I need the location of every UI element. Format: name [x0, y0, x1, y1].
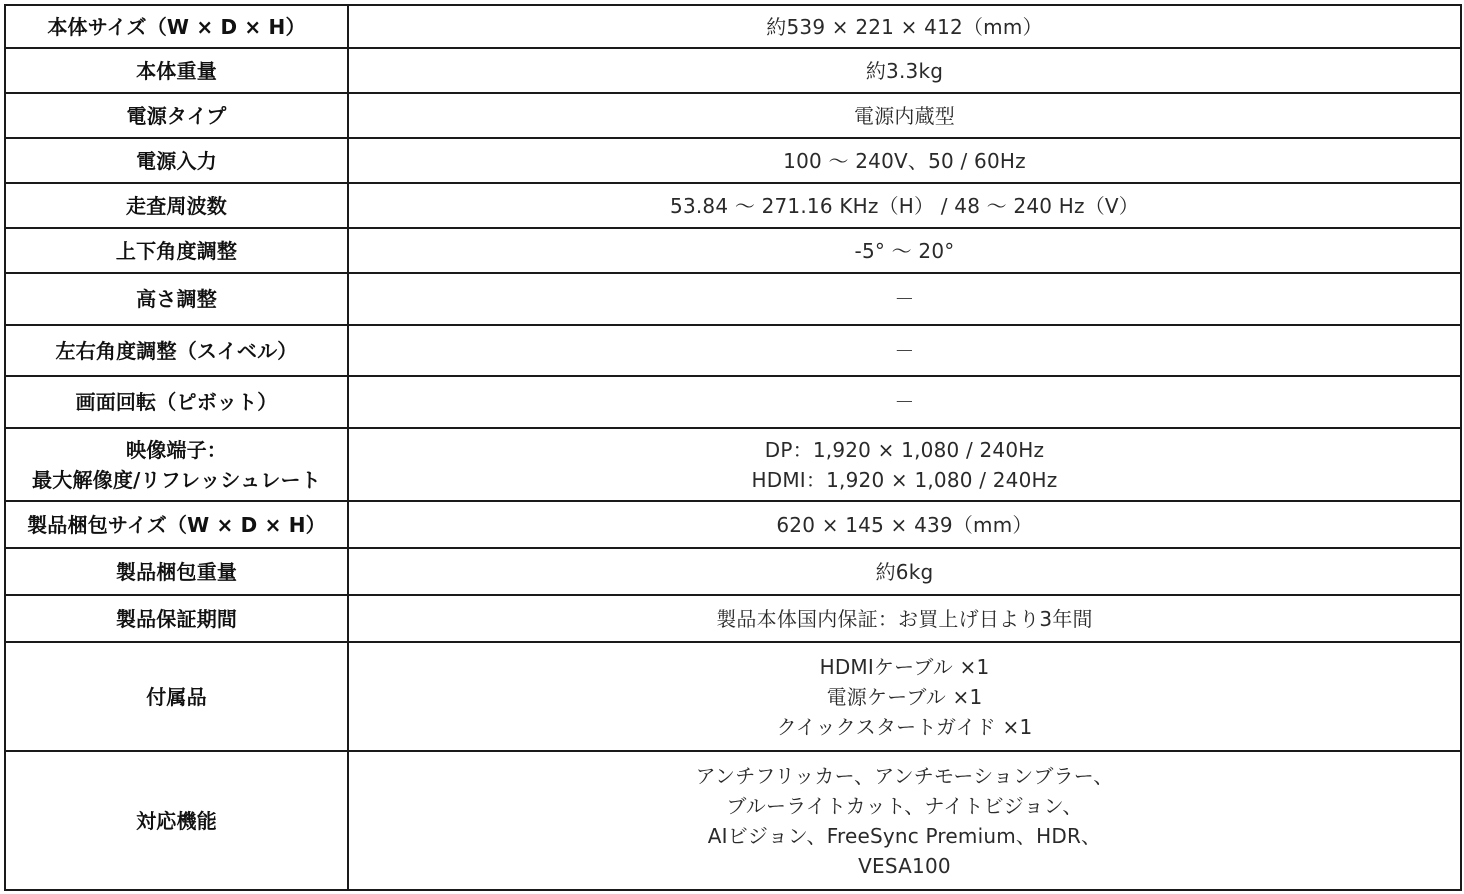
- row-label-cell: [5, 642, 348, 751]
- row-value-cell: [348, 93, 1461, 138]
- spec-table-body: [5, 5, 1461, 890]
- table-row: [5, 273, 1461, 325]
- table-row: [5, 183, 1461, 228]
- row-label: 映像端子：: [126, 437, 227, 462]
- table-row: [5, 48, 1461, 93]
- row-value: 100 ～ 240V、50 / 60Hz: [783, 148, 1026, 173]
- row-label: 製品梱包サイズ（W × D × H）: [27, 512, 326, 537]
- row-value: VESA100: [858, 853, 951, 878]
- row-value-cell: [348, 595, 1461, 642]
- row-value: クイックスタートガイド ×1: [776, 714, 1033, 739]
- row-value: 約6kg: [875, 559, 934, 584]
- row-label: 製品保証期間: [115, 606, 238, 631]
- row-value-cell: [348, 138, 1461, 183]
- table-row: [5, 93, 1461, 138]
- row-value-cell: [348, 376, 1461, 428]
- row-value: -5° ～ 20°: [854, 238, 955, 263]
- table-row: [5, 428, 1461, 501]
- row-label-cell: [5, 138, 348, 183]
- table-row: [5, 5, 1461, 48]
- row-label: 付属品: [146, 684, 207, 709]
- row-value-cell: [348, 325, 1461, 376]
- row-value-cell: [348, 48, 1461, 93]
- row-label: 対応機能: [136, 808, 217, 833]
- row-value-cell: [348, 751, 1461, 890]
- row-value: HDMIケーブル ×1: [819, 654, 990, 679]
- row-label: 左右角度調整（スイベル）: [55, 338, 298, 363]
- row-value-cell: [348, 501, 1461, 548]
- row-value-cell: [348, 428, 1461, 501]
- row-label-cell: [5, 273, 348, 325]
- table-row: [5, 595, 1461, 642]
- row-value: 製品本体国内保証：お買上げ日より3年間: [716, 606, 1093, 631]
- row-label-cell: [5, 228, 348, 273]
- row-value-cell: [348, 228, 1461, 273]
- row-value: 電源ケーブル ×1: [826, 684, 983, 709]
- row-value: AIビジョン、FreeSync Premium、HDR、: [707, 823, 1102, 848]
- row-value: －: [894, 287, 915, 311]
- row-value: HDMI：1,920 × 1,080 / 240Hz: [751, 467, 1058, 492]
- row-label-cell: [5, 48, 348, 93]
- row-label: 本体重量: [136, 58, 217, 83]
- row-value: 53.84 ～ 271.16 KHz（H） / 48 ～ 240 Hz（V）: [670, 193, 1139, 218]
- table-row: [5, 228, 1461, 273]
- row-label: 上下角度調整: [115, 238, 238, 263]
- row-label: 電源入力: [136, 148, 217, 173]
- row-label-cell: [5, 183, 348, 228]
- row-label: 画面回転（ピボット）: [75, 390, 278, 414]
- table-row: [5, 642, 1461, 751]
- row-value-cell: [348, 5, 1461, 48]
- table-row: [5, 138, 1461, 183]
- row-value: －: [894, 338, 915, 363]
- row-label: 本体サイズ（W × D × H）: [47, 14, 306, 39]
- table-row: [5, 325, 1461, 376]
- spec-table: [4, 4, 1462, 891]
- row-value: DP：1,920 × 1,080 / 240Hz: [764, 437, 1045, 462]
- row-label-cell: [5, 751, 348, 890]
- row-value: 電源内蔵型: [854, 103, 955, 128]
- row-label: 走査周波数: [126, 193, 227, 218]
- row-value-cell: [348, 183, 1461, 228]
- row-label: 製品梱包重量: [115, 559, 238, 584]
- row-label-cell: [5, 548, 348, 595]
- row-value-cell: [348, 642, 1461, 751]
- table-row: [5, 376, 1461, 428]
- row-value: 約3.3kg: [865, 58, 944, 83]
- row-label-cell: [5, 595, 348, 642]
- row-value: 620 × 145 × 439（mm）: [776, 512, 1033, 537]
- row-label-cell: [5, 93, 348, 138]
- row-value: －: [894, 390, 915, 414]
- row-label: 最大解像度/リフレッシュレート: [32, 467, 321, 492]
- row-label-cell: [5, 428, 348, 501]
- row-label: 高さ調整: [136, 287, 217, 311]
- row-label-cell: [5, 325, 348, 376]
- table-row: [5, 548, 1461, 595]
- row-label: 電源タイプ: [126, 103, 227, 128]
- table-row: [5, 751, 1461, 890]
- row-label-cell: [5, 5, 348, 48]
- row-value-cell: [348, 273, 1461, 325]
- row-value: アンチフリッカー、アンチモーションブラー、: [695, 763, 1114, 788]
- row-value: 約539 × 221 × 412（mm）: [766, 14, 1043, 39]
- row-label-cell: [5, 376, 348, 428]
- row-value-cell: [348, 548, 1461, 595]
- row-label-cell: [5, 501, 348, 548]
- table-row: [5, 501, 1461, 548]
- row-value: ブルーライトカット、ナイトビジョン、: [726, 793, 1083, 818]
